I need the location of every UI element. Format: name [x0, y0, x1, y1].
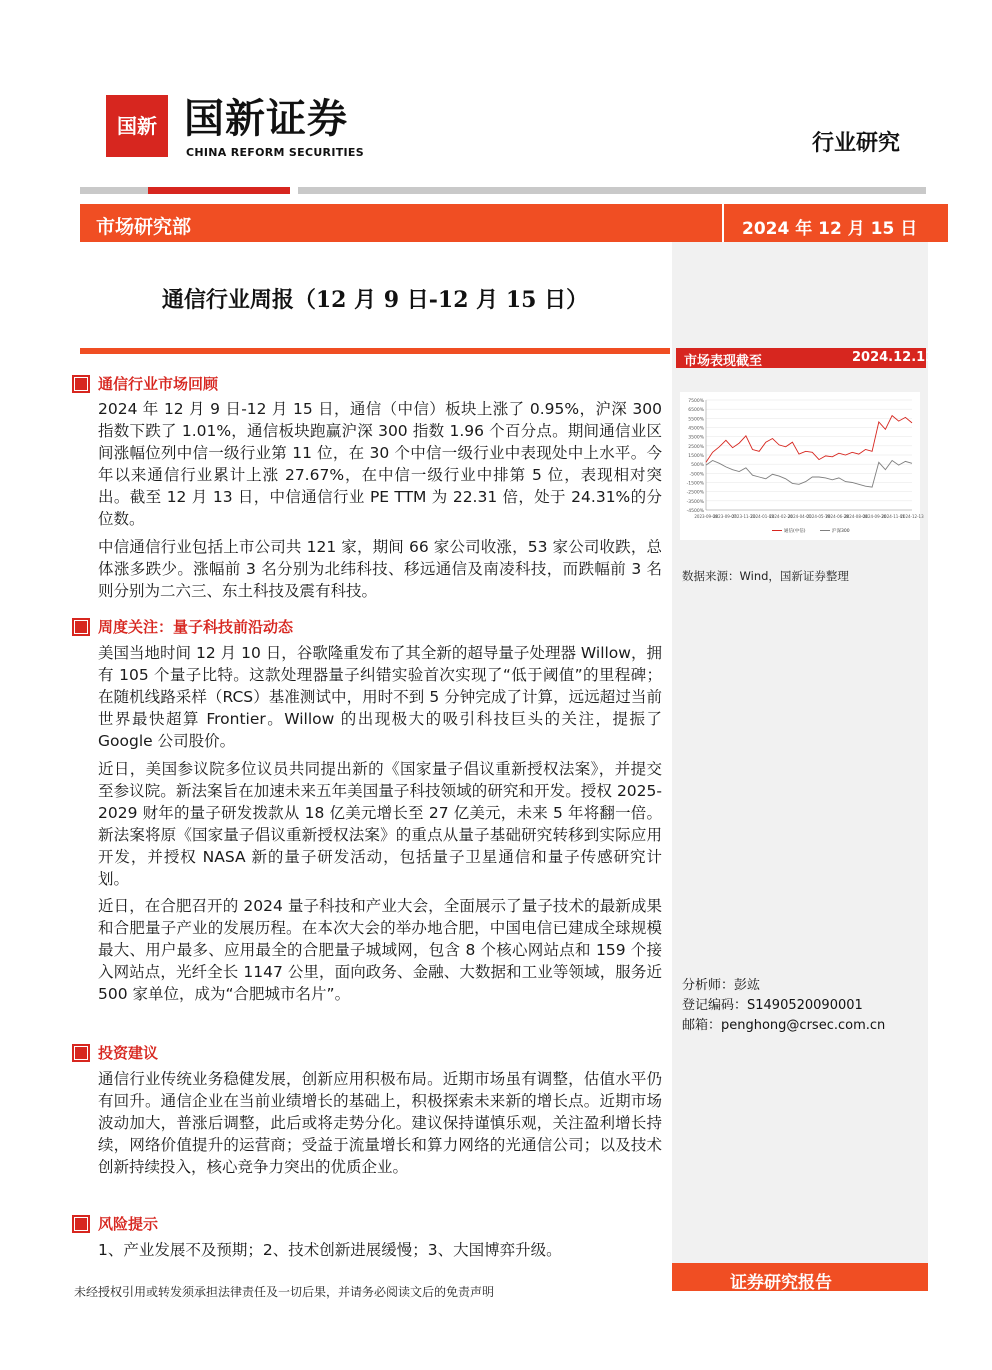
chart-y-tick-label: 2500%: [688, 444, 704, 450]
chart-legend-label: 通信(中信): [784, 529, 806, 534]
chart-y-tick-label: 3500%: [688, 435, 704, 441]
chart-y-tick-label: -4500%: [686, 509, 704, 514]
chart-y-tick-label: -1500%: [686, 481, 704, 487]
section-icon: [72, 618, 90, 636]
chart-x-tick-label: 2024-06-28: [825, 514, 849, 519]
chart-y-tick-label: 500%: [691, 463, 704, 469]
footer-label: 证券研究报告: [730, 1273, 832, 1293]
analyst-registration: 登记编码：S1490520090001: [682, 998, 863, 1013]
header-rule-red: [148, 187, 290, 194]
section-icon: [72, 1215, 90, 1233]
chart-y-tick-label: -500%: [689, 472, 704, 478]
paragraph: 通信行业传统业务稳健发展，创新应用积极布局。近期市场虽有调整，估值水平仍有回升。通信企业在当前业绩增长的基础上，积极探索未来新的增长点。近期市场波动加大，普涨后调整，此后或将走势分化。建议保持谨慎乐观，关注盈利增长持续，网络价值提升的运营商；受益于流量增长和算力网络的光通信公司；以及技术创新持续投入，核心竞争力突出的优质企业。: [98, 1070, 662, 1176]
section-icon: [72, 1044, 90, 1062]
chart-x-tick-label: 2023-11-23: [731, 514, 756, 519]
paragraph: 近日，美国参议院多位议员共同提出新的《国家量子倡议重新授权法案》，并提交至参议院。新法案旨在加速未来五年美国量子科技领域的研究和开发。授权 2025-2029 财年的量子研发拨款从 18 亿美元增长至 27 亿美元，未来 5 年将翻一倍。新法案将原《国家量子倡议重新授权法案》的重点从量子基础研究转移到实际应用开发，并授权 NASA 新的量子研发活动，包括量子卫星通信和量子传感研究计划。: [98, 760, 662, 888]
title-rule: [80, 348, 670, 354]
chart-legend-label: 沪深300: [832, 529, 850, 534]
report-type: 行业研究: [812, 130, 901, 156]
section-heading-investment-advice: 投资建议: [98, 1044, 159, 1062]
report-title: 通信行业周报（12 月 9 日-12 月 15 日）: [161, 287, 589, 313]
data-source: 数据来源：Wind，国新证券整理: [682, 569, 849, 583]
chart-x-tick-label: 2024-01-03: [750, 514, 774, 519]
chart-x-tick-label: 2023-09-08: [694, 514, 718, 519]
chart-x-tick-label: 2024-12-13: [900, 514, 924, 519]
chart-x-tick-label: 2024-11-01: [881, 514, 905, 519]
logo-english-name: CHINA REFORM SECURITIES: [186, 146, 364, 159]
chart-svg: [680, 392, 924, 540]
logo-chinese-name: 国新证券: [184, 95, 348, 142]
chart-y-tick-label: 6500%: [688, 408, 704, 414]
chart-y-tick-label: 4500%: [688, 426, 704, 432]
chart-series-line-0: [706, 416, 912, 463]
chart-x-tick-label: 2024-05-19: [806, 514, 830, 519]
chart-x-tick-label: 2023-09-07: [713, 514, 737, 519]
paragraph: 中信通信行业包括上市公司共 121 家，期间 66 家公司收涨，53 家公司收跌，总体涨多跌少。涨幅前 3 名分别为北纬科技、移远通信及南凌科技，而跌幅前 3 名则分别为二六三、东土科技及震有科技。: [98, 538, 662, 600]
report-date: 2024 年 12 月 15 日: [742, 219, 918, 239]
analyst-email: 邮箱：penghong@crsec.com.cn: [682, 1018, 886, 1033]
paragraph: 近日，在合肥召开的 2024 量子科技和产业大会，全面展示了量子技术的最新成果和合肥量子产业的发展历程。在本次大会的举办地合肥，中国电信已建成全球规模最大、用户最多、应用最全的合肥量子城域网，包含 8 个核心网站点和 159 个接入网站点，光纤全长 1147 公里，面向政务、金融、大数据和工业等领域，服务近 500 家单位，成为“合肥城市名片”。: [98, 897, 662, 1003]
paragraph: 2024 年 12 月 9 日-12 月 15 日，通信（中信）板块上涨了 0.95%，沪深 300 指数下跌了 1.01%，通信板块跑赢沪深 300 指数 1.96 个百分点。期间通信业区间涨幅位列中信一级行业第 11 位，在 30 个中信一级行业中表现处中上水平。今年以来通信行业累计上涨 27.67%，在中信一级行业中排第 5 位，表现相对突出。截至 12 月 13 日，中信通信行业 PE TTM 为 22.31 倍，处于 24.31%的分位数。: [98, 400, 662, 528]
section-icon: [72, 375, 90, 393]
chart-y-tick-label: 7500%: [688, 399, 704, 404]
header-rule-left: [80, 187, 148, 194]
footer-disclaimer: 未经授权引用或转发须承担法律责任及一切后果，并请务必阅读文后的免责声明: [74, 1285, 495, 1299]
analyst-name: 分析师：彭竑: [682, 978, 761, 993]
market-performance-chart: [680, 392, 924, 540]
logo-mark-glyph: 国新: [117, 114, 157, 138]
chart-series-line-1: [706, 461, 912, 488]
paragraph: 美国当地时间 12 月 10 日，谷歌隆重发布了其全新的超导量子处理器 Willow，拥有 105 个量子比特。这款处理器量子纠错实验首次实现了“低于阈值”的里程碑；在随机线路采样（RCS）基准测试中，用时不到 5 分钟完成了计算，远远超过当前世界最快超算 Frontier。Willow 的出现极大的吸引科技巨头的关注，提振了 Google 公司股价。: [98, 644, 662, 750]
chart-x-tick-label: 2024-04-01: [788, 514, 812, 519]
section-heading-risk: 风险提示: [98, 1215, 159, 1233]
logo-mark: [106, 95, 168, 157]
market-performance-date: 2024.12.13: [852, 350, 935, 365]
chart-y-tick-label: 1500%: [688, 454, 704, 459]
header-rule-right: [298, 187, 926, 194]
chart-x-tick-label: 2024-09-20: [862, 514, 887, 519]
chart-x-tick-label: 2024-02-20: [769, 514, 793, 519]
market-performance-label: 市场表现截至: [684, 354, 763, 369]
department-name: 市场研究部: [96, 216, 192, 238]
section-heading-weekly-focus: 周度关注：量子科技前沿动态: [98, 618, 294, 636]
chart-y-tick-label: -2500%: [686, 490, 704, 496]
section-heading-market-review: 通信行业市场回顾: [98, 375, 219, 393]
chart-y-tick-label: 5500%: [688, 417, 704, 423]
paragraph: 1、产业发展不及预期；2、技术创新进展缓慢；3、大国博弈升级。: [98, 1241, 562, 1259]
chart-y-tick-label: -3500%: [686, 499, 704, 505]
chart-x-tick-label: 2024-08-08: [844, 514, 868, 519]
